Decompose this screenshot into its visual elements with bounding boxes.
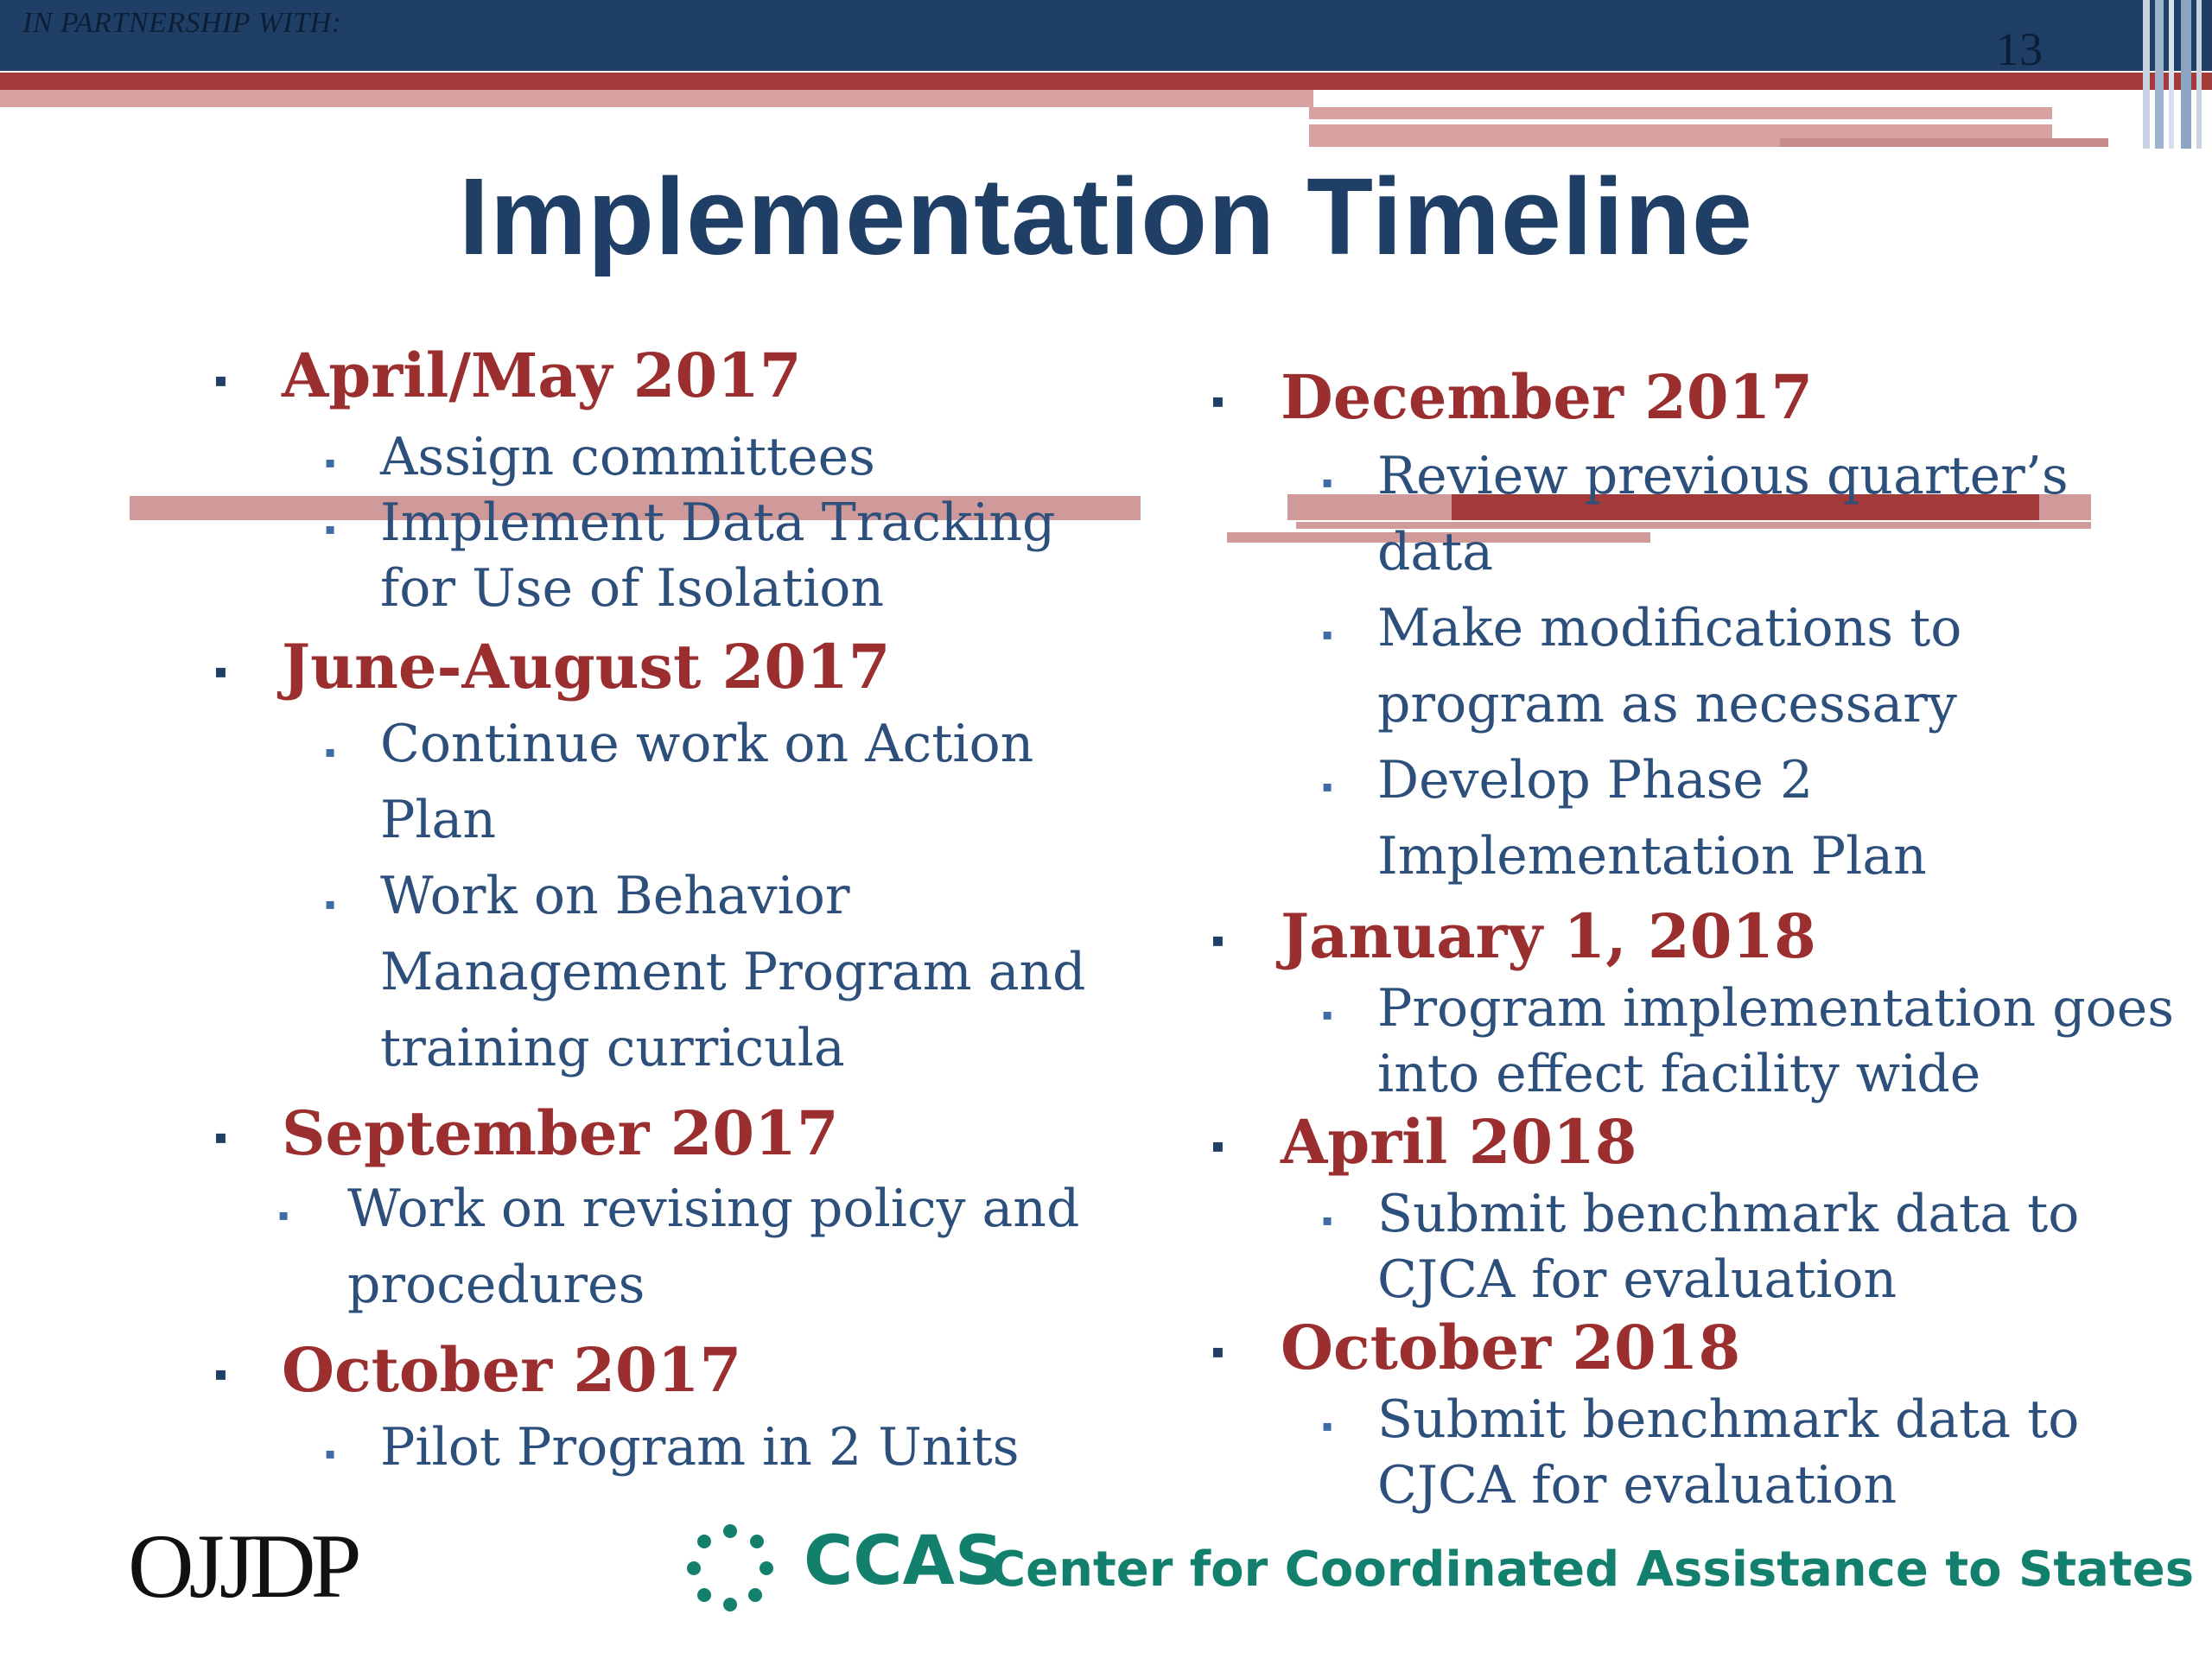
header-vertical-stripes [2143,0,2212,149]
bullet: ▪ [1322,1417,1333,1435]
timeline-item: CJCA for evaluation [1377,1455,1897,1516]
bullet: ▪ [1322,1006,1333,1024]
header-pink-stripe [0,90,1313,107]
timeline-heading: April 2018 [1281,1106,1637,1178]
bullet: ▪ [1211,1341,1224,1363]
timeline-item: Management Program and [380,942,1086,1002]
timeline-item: Implement Data Tracking [380,493,1056,553]
bullet: ▪ [214,370,227,391]
timeline-item: Develop Phase 2 [1377,750,1814,810]
slide-title: Implementation Timeline [459,156,1753,277]
timeline-item: procedures [347,1255,645,1315]
timeline-item: CJCA for evaluation [1377,1249,1897,1310]
bullet: ▪ [1322,474,1333,492]
timeline-item: Continue work on Action [380,714,1034,774]
bullet: ▪ [214,1363,227,1385]
timeline-item: Work on Behavior [380,866,850,926]
timeline-heading: September 2017 [282,1097,839,1169]
bullet: ▪ [214,1127,227,1148]
timeline-item: Submit benchmark data to [1377,1184,2080,1244]
timeline-item: Submit benchmark data to [1377,1389,2080,1450]
bullet: ▪ [1211,391,1224,412]
bullet: ▪ [325,743,336,761]
timeline-heading: June-August 2017 [282,631,891,702]
timeline-item: Make modifications to [1377,598,1962,658]
ccas-ring-icon [683,1519,778,1614]
partnership-label: IN PARTNERSHIP WITH: [22,7,342,39]
bullet: ▪ [214,661,227,683]
ccas-full-name: Center for Coordinated Assistance to States [990,1541,2195,1598]
timeline-item: program as necessary [1377,674,1957,734]
timeline-heading: January 1, 2018 [1281,900,1816,972]
bullet: ▪ [325,1445,336,1463]
bullet: ▪ [325,454,336,472]
ojjdp-logo: OJJDP [128,1516,357,1617]
header-deco-line [1309,119,2052,124]
timeline-item: Work on revising policy and [347,1179,1080,1239]
bullet: ▪ [1322,778,1333,796]
timeline-item: data [1377,522,1494,582]
bullet: ▪ [1322,626,1333,644]
bullet: ▪ [1322,1211,1333,1230]
header-deco-stripe-2 [1780,138,2108,147]
timeline-heading: April/May 2017 [282,340,802,411]
bullet: ▪ [1211,930,1224,951]
timeline-heading: December 2017 [1281,361,1814,433]
timeline-item: training curricula [380,1018,845,1078]
timeline-item: Plan [380,790,496,850]
timeline-item: Assign committees [380,427,875,487]
timeline-item: Program implementation goes [1377,978,2175,1039]
bullet: ▪ [325,520,336,538]
bullet: ▪ [325,895,336,913]
timeline-item: Review previous quarter’s [1377,446,2069,506]
header-red-stripe [0,73,2212,90]
timeline-heading: October 2017 [282,1334,742,1406]
bullet: ▪ [278,1206,289,1224]
timeline-item: Pilot Program in 2 Units [380,1417,1020,1478]
bullet: ▪ [1211,1135,1224,1157]
timeline-item: Implementation Plan [1377,826,1927,887]
timeline-item: into effect facility wide [1377,1044,1981,1104]
ccas-logo-text: CCAS [804,1522,1004,1600]
timeline-item: for Use of Isolation [380,558,885,619]
slide-number: 13 [1996,23,2043,75]
timeline-heading: October 2018 [1281,1312,1741,1383]
